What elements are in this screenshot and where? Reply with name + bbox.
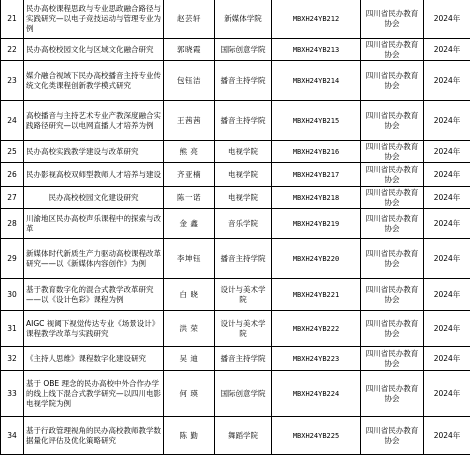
leader-name: 李坤钰 xyxy=(164,239,215,279)
leader-name: 白 晓 xyxy=(164,279,215,311)
leader-name: 何 瑛 xyxy=(164,371,215,417)
leader-name: 熊 亮 xyxy=(164,141,215,163)
issuing-org: 四川省民办教育协会 xyxy=(361,39,424,61)
row-number: 33 xyxy=(1,371,24,417)
row-number: 34 xyxy=(1,417,24,455)
project-code: MBXH24YB223 xyxy=(272,347,361,371)
project-title: 民办高校课程思政与专业思政融合路径与实践研究—以电子竞技运动与管理专业为例 xyxy=(24,0,164,39)
project-title: 高校播音与主持艺术专业产教深度融合实践路径研究—以电网直播人才培养为例 xyxy=(24,101,164,141)
project-title: 民办高校校园文化与区域文化融合研究 xyxy=(24,39,164,61)
row-number: 27 xyxy=(1,187,24,209)
table-row xyxy=(1,39,470,61)
project-code: MBXH24YB213 xyxy=(272,39,361,61)
table-row xyxy=(1,61,470,101)
issuing-org: 四川省民办教育协会 xyxy=(361,61,424,101)
college-name: 国际创意学院 xyxy=(215,371,272,417)
college-name: 舞蹈学院 xyxy=(215,417,272,455)
issuing-org: 四川省民办教育协会 xyxy=(361,0,424,39)
project-code: MBXH24YB219 xyxy=(272,209,361,239)
project-title: 民办高校校园文化建设研究 xyxy=(24,187,164,209)
leader-name: 包钰洁 xyxy=(164,61,215,101)
college-name: 新媒体学院 xyxy=(215,0,272,39)
row-number: 31 xyxy=(1,311,24,347)
project-year: 2024年 xyxy=(424,239,470,279)
project-year: 2024年 xyxy=(424,371,470,417)
issuing-org: 四川省民办教育协会 xyxy=(361,347,424,371)
leader-name: 陈 勤 xyxy=(164,417,215,455)
row-number: 22 xyxy=(1,39,24,61)
project-code: MBXH24YB217 xyxy=(272,163,361,187)
college-name: 音乐学院 xyxy=(215,209,272,239)
issuing-org: 四川省民办教育协会 xyxy=(361,371,424,417)
project-title: 新媒体时代新质生产力驱动高校课程改革研究——以《新媒体内容创作》为例 xyxy=(24,239,164,279)
table-row xyxy=(1,347,470,371)
table-row xyxy=(1,0,470,39)
issuing-org: 四川省民办教育协会 xyxy=(361,163,424,187)
college-name: 设计与美术学院 xyxy=(215,311,272,347)
project-year: 2024年 xyxy=(424,209,470,239)
college-name: 播音主持学院 xyxy=(215,101,272,141)
row-number: 28 xyxy=(1,209,24,239)
row-number: 30 xyxy=(1,279,24,311)
project-code: MBXH24YB215 xyxy=(272,101,361,141)
leader-name: 齐亚楠 xyxy=(164,163,215,187)
project-code: MBXH24YB225 xyxy=(272,417,361,455)
issuing-org: 四川省民办教育协会 xyxy=(361,141,424,163)
college-name: 播音主持学院 xyxy=(215,239,272,279)
college-name: 电视学院 xyxy=(215,141,272,163)
issuing-org: 四川省民办教育协会 xyxy=(361,101,424,141)
project-title: 基于行政管理视角的民办高校教师教学数据量化评估及优化策略研究 xyxy=(24,417,164,455)
project-code: MBXH24YB221 xyxy=(272,279,361,311)
college-name: 国际创意学院 xyxy=(215,39,272,61)
project-year: 2024年 xyxy=(424,311,470,347)
row-number: 23 xyxy=(1,61,24,101)
project-year: 2024年 xyxy=(424,163,470,187)
college-name: 电视学院 xyxy=(215,163,272,187)
project-year: 2024年 xyxy=(424,347,470,371)
project-code: MBXH24YB214 xyxy=(272,61,361,101)
project-title: 基于 OBE 理念的民办高校中外合作办学的线上线下混合式教学研究—以四川电影电视学院为例 xyxy=(24,371,164,417)
leader-name: 吴 迪 xyxy=(164,347,215,371)
project-code: MBXH24YB224 xyxy=(272,371,361,417)
college-name: 播音主持学院 xyxy=(215,61,272,101)
college-name: 电视学院 xyxy=(215,187,272,209)
project-year: 2024年 xyxy=(424,61,470,101)
leader-name: 王茜茜 xyxy=(164,101,215,141)
table-row xyxy=(1,417,470,455)
leader-name: 陈一诺 xyxy=(164,187,215,209)
project-year: 2024年 xyxy=(424,0,470,39)
row-number: 32 xyxy=(1,347,24,371)
row-number: 26 xyxy=(1,163,24,187)
issuing-org: 四川省民办教育协会 xyxy=(361,187,424,209)
issuing-org: 四川省民办教育协会 xyxy=(361,239,424,279)
project-code: MBXH24YB212 xyxy=(272,0,361,39)
college-name: 播音主持学院 xyxy=(215,347,272,371)
issuing-org: 四川省民办教育协会 xyxy=(361,209,424,239)
project-year: 2024年 xyxy=(424,417,470,455)
table-row xyxy=(1,209,470,239)
project-title: 川渝地区民办高校声乐课程中的探索与改革 xyxy=(24,209,164,239)
project-title: 《主持人思维》课程数字化建设研究 xyxy=(24,347,164,371)
project-code: MBXH24YB216 xyxy=(272,141,361,163)
leader-name: 金 鑫 xyxy=(164,209,215,239)
college-name: 设计与美术学院 xyxy=(215,279,272,311)
table-row xyxy=(1,371,470,417)
project-title: 民办高校实践教学建设与改革研究 xyxy=(24,141,164,163)
row-number: 21 xyxy=(1,0,24,39)
project-year: 2024年 xyxy=(424,39,470,61)
project-year: 2024年 xyxy=(424,141,470,163)
table-row xyxy=(1,279,470,311)
table-row xyxy=(1,311,470,347)
project-title: AIGC 视阈下视觉传达专业《场景设计》课程教学改革与实践研究 xyxy=(24,311,164,347)
project-year: 2024年 xyxy=(424,279,470,311)
issuing-org: 四川省民办教育协会 xyxy=(361,417,424,455)
row-number: 25 xyxy=(1,141,24,163)
project-title: 媒介融合视域下民办高校播音主持专业传统文化类课程创新教学模式研究 xyxy=(24,61,164,101)
table-row xyxy=(1,101,470,141)
table-row xyxy=(1,141,470,163)
leader-name: 郭晓霞 xyxy=(164,39,215,61)
project-code: MBXH24YB218 xyxy=(272,187,361,209)
issuing-org: 四川省民办教育协会 xyxy=(361,311,424,347)
issuing-org: 四川省民办教育协会 xyxy=(361,279,424,311)
table-row xyxy=(1,163,470,187)
project-title: 基于教育数字化的混合式教学改革研究——以《设计色彩》课程为例 xyxy=(24,279,164,311)
project-code: MBXH24YB220 xyxy=(272,239,361,279)
leader-name: 洪 荣 xyxy=(164,311,215,347)
project-code: MBXH24YB222 xyxy=(272,311,361,347)
leader-name: 赵芸轩 xyxy=(164,0,215,39)
table-row xyxy=(1,187,470,209)
project-year: 2024年 xyxy=(424,101,470,141)
row-number: 24 xyxy=(1,101,24,141)
row-number: 29 xyxy=(1,239,24,279)
project-title: 民办影视高校双师型教师人才培养与建设 xyxy=(24,163,164,187)
table-row xyxy=(1,239,470,279)
project-year: 2024年 xyxy=(424,187,470,209)
